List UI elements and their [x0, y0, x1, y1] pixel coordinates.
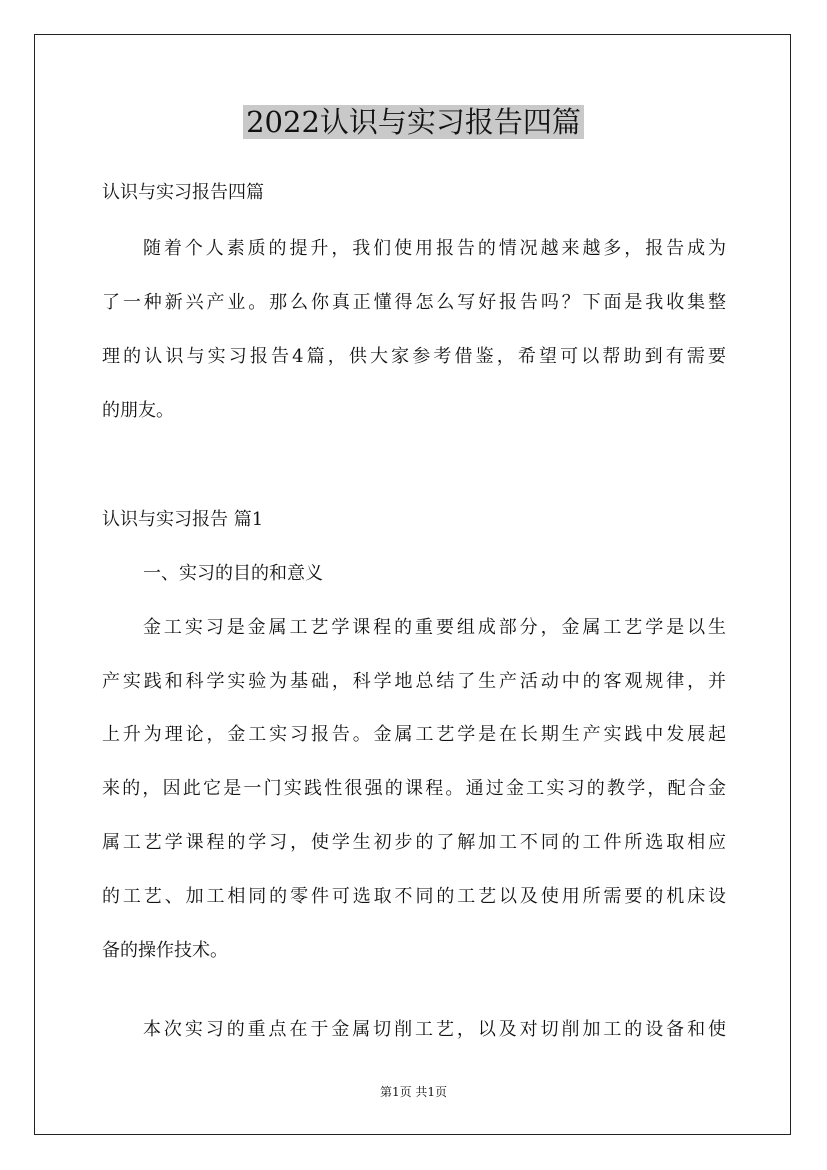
subheading: 一、实习的目的和意义 [143, 563, 323, 584]
document-title [0, 102, 827, 142]
paragraph1-line-2: 产实践和科学实验为基础，科学地总结了生产活动中的客观规律，并 [102, 671, 726, 692]
intro-line-3: 理的认识与实习报告4篇，供大家参考借鉴，希望可以帮助到有需要 [102, 346, 726, 367]
intro-line-1: 随着个人素质的提升，我们使用报告的情况越来越多，报告成为 [143, 238, 726, 259]
paragraph1-line-4: 来的，因此它是一门实践性很强的课程。通过金工实习的教学，配合金 [102, 778, 726, 799]
page-footer: 第1页 共1页 [379, 1085, 448, 1099]
section-heading: 认识与实习报告 篇1 [102, 509, 264, 530]
document-title-text: 2022认识与实习报告四篇 [243, 105, 584, 139]
paragraph1-line-5: 属工艺学课程的学习，使学生初步的了解加工不同的工件所选取相应 [102, 832, 726, 853]
document-subtitle: 认识与实习报告四篇 [102, 182, 264, 203]
intro-line-2: 了一种新兴产业。那么你真正懂得怎么写好报告吗？下面是我收集整 [102, 292, 726, 313]
intro-line-4: 的朋友。 [102, 400, 174, 421]
paragraph1-line-6: 的工艺、加工相同的零件可选取不同的工艺以及使用所需要的机床设 [102, 886, 726, 907]
paragraph2-line-1: 本次实习的重点在于金属切削工艺，以及对切削加工的设备和使 [143, 1019, 726, 1040]
paragraph1-line-7: 备的操作技术。 [102, 940, 228, 961]
paragraph1-line-3: 上升为理论，金工实习报告。金属工艺学是在长期生产实践中发展起 [102, 724, 726, 745]
paragraph1-line-1: 金工实习是金属工艺学课程的重要组成部分，金属工艺学是以生 [143, 617, 726, 638]
